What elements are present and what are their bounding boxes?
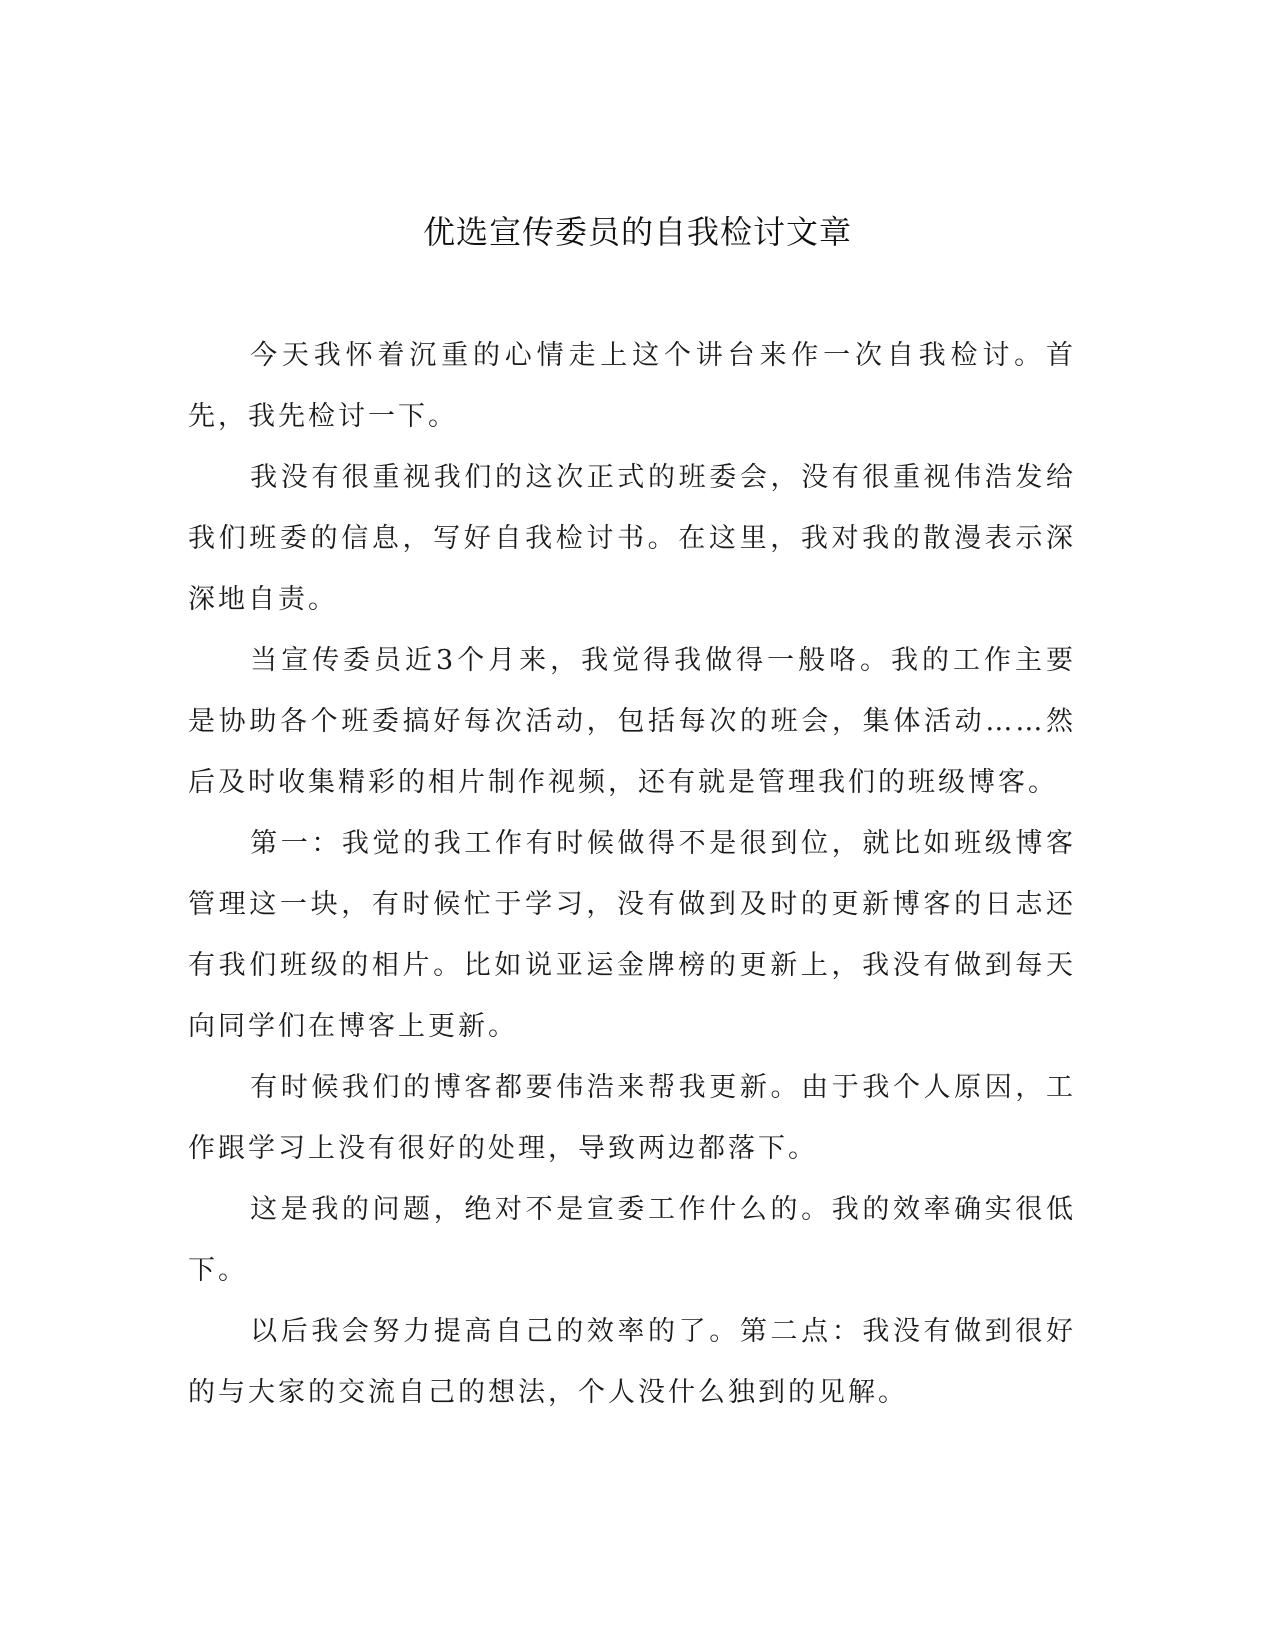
paragraph-7: 以后我会努力提高自己的效率的了。第二点：我没有做到很好的与大家的交流自己的想法，个人没什么独到的见解。 — [188, 1316, 1076, 1408]
paragraph-1: 今天我怀着沉重的心情走上这个讲台来作一次自我检讨。首先，我先检讨一下。 — [188, 340, 1076, 432]
document-title: 优选宣传委员的自我检讨文章 — [422, 213, 852, 251]
paragraph-6: 这是我的问题，绝对不是宣委工作什么的。我的效率确实很低下。 — [188, 1194, 1076, 1286]
paragraph-3: 当宣传委员近3个月来，我觉得我做得一般咯。我的工作主要是协助各个班委搞好每次活动，包括每次的班会，集体活动……然后及时收集精彩的相片制作视频，还有就是管理我们的班级博客。 — [188, 645, 1076, 798]
paragraph-4: 第一：我觉的我工作有时候做得不是很到位，就比如班级博客管理这一块，有时候忙于学习，没有做到及时的更新博客的日志还有我们班级的相片。比如说亚运金牌榜的更新上，我没有做到每天向同学们在博客上更新。 — [188, 828, 1076, 1042]
document-body — [188, 325, 1076, 1423]
paragraph-5: 有时候我们的博客都要伟浩来帮我更新。由于我个人原因，工作跟学习上没有很好的处理，导致两边都落下。 — [188, 1072, 1076, 1164]
paragraph-2: 我没有很重视我们的这次正式的班委会，没有很重视伟浩发给我们班委的信息，写好自我检讨书。在这里，我对我的散漫表示深深地自责。 — [188, 462, 1076, 615]
